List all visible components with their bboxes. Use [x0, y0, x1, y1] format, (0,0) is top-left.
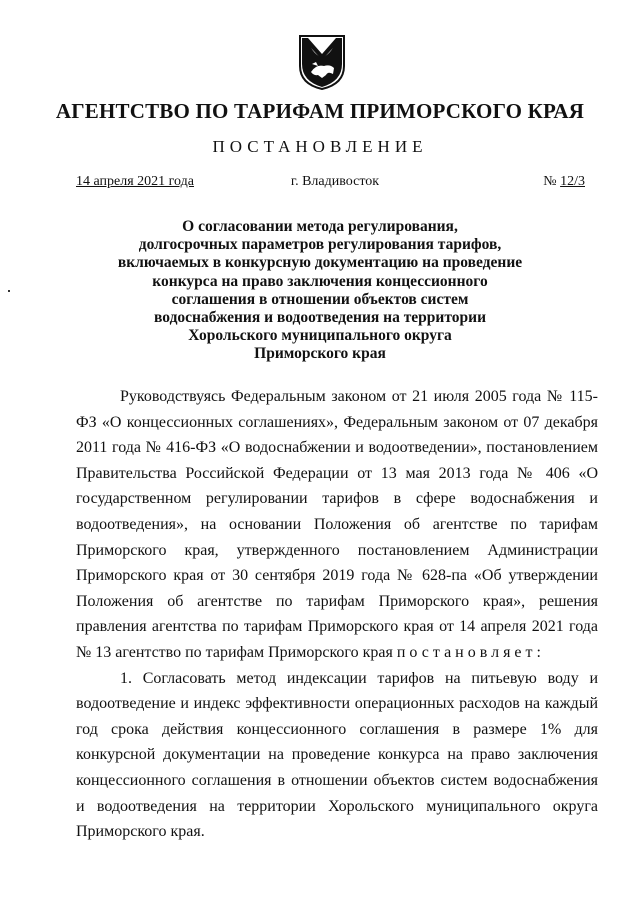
number-value: 12/3 [560, 174, 585, 189]
title-line: соглашения в отношении объектов систем [171, 290, 469, 308]
title-line: водоснабжения и водоотведения на территории [154, 309, 486, 327]
document-number [543, 174, 585, 190]
title-line: включаемых в конкурсную документацию на проведение [117, 254, 523, 272]
title-line: Хорольского муниципального округа [188, 327, 452, 345]
document-city: г. Владивосток [290, 174, 380, 189]
title-line: конкурса на право заключения концессионного [152, 272, 488, 290]
document-date: 14 апреля 2021 года [76, 174, 194, 189]
preamble-paragraph [76, 384, 598, 666]
scan-speck [8, 290, 10, 292]
document-type: ПОСТАНОВЛЕНИЕ [212, 137, 428, 156]
title-line: О согласовании метода регулирования, [182, 218, 458, 235]
coat-of-arms-emblem [298, 34, 346, 90]
document-title [90, 218, 550, 364]
title-line: Приморского края [254, 345, 386, 363]
clause-1-paragraph: 1. Согласовать метод индексации тарифов на питьевую воду и водоотведение и индекс эффективности операционных расходов на каждый год срока действия концессионного соглашения в размере 1% для конкурсной документации на проведение конкурса на право заключения концессионного соглашения в отношении объектов систем водоснабжения и водоотведения на территории Хорольского муниципального округа Приморского края. [76, 669, 598, 841]
title-line: долгосрочных параметров регулирования тарифов, [138, 236, 502, 254]
preamble-text: Руководствуясь Федеральным законом от 21 июля 2005 года № 115-ФЗ «О концессионных соглашениях», Федеральным законом от 07 декабря 2011 года № 416-ФЗ «О водоснабжении и водоотведении», постановлением Правительства Российской Федерации от 13 мая 2013 года № 406 «О государственном регулировании тарифов в сфере водоснабжения и водоотведения», на основании Положения об агентстве по тарифам Приморского края, утвержденного постановлением Администрации Приморского края от 30 сентября 2019 года № 628-па «Об утверждении Положения об агентстве по тарифам Приморского края», решения правления агентства по тарифам Приморского края от 14 апреля 2021 года № 13 агентство по тарифам Приморского края [76, 388, 598, 661]
agency-name: АГЕНТСТВО ПО ТАРИФАМ ПРИМОРСКОГО КРАЯ [55, 99, 585, 123]
document-body [76, 384, 598, 845]
number-sign: № [543, 174, 557, 189]
resolves-word: постановляет: [396, 643, 545, 661]
